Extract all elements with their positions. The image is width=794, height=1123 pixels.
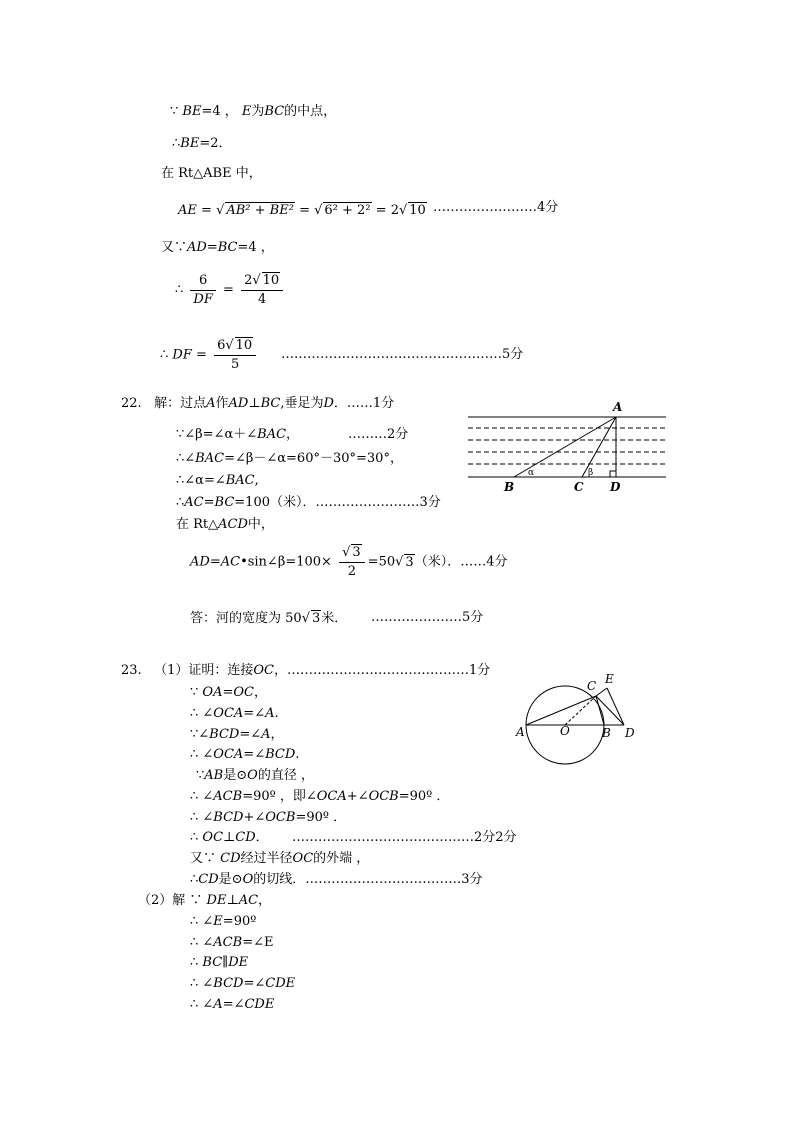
leader-dots: ……………………………………2分 — [292, 830, 496, 845]
text: +∠ — [346, 789, 369, 804]
angle-oca: OCA — [316, 789, 347, 804]
angle-bac: BAC — [195, 451, 225, 466]
text: ∴ ∠ — [190, 789, 214, 804]
segment-de: DE — [228, 955, 249, 970]
text: ，……………………………………1分 — [273, 663, 491, 678]
s23-line-10 — [190, 851, 369, 867]
coefficient: 6 — [217, 338, 226, 353]
since-symbol: ∵ — [190, 685, 199, 700]
angle-bcd: BCD — [213, 976, 244, 991]
segment-ad: AD — [187, 240, 207, 255]
since-symbol: ∵ — [196, 768, 205, 783]
label-a: A — [613, 400, 623, 414]
denominator: 2 — [347, 564, 357, 579]
text: （1）证明：连接 — [154, 663, 254, 678]
s22-line-1 — [121, 396, 394, 412]
text: 作 — [215, 396, 229, 411]
s21-result-df — [160, 337, 259, 373]
denominator: 5 — [230, 357, 240, 372]
segment-ce — [596, 688, 607, 696]
segment-bc: BC — [217, 240, 238, 255]
angle-acb: ACB — [213, 789, 243, 804]
text: 的外端 ， — [313, 851, 370, 866]
label-c: C — [574, 480, 584, 494]
equals: = — [196, 347, 207, 363]
fraction-2root10-over-4: $\frac{2√ 10}{4}$ — [241, 272, 283, 308]
text: =100（米）．……………………3分 — [234, 495, 441, 510]
text: ∴∠ — [176, 451, 196, 466]
parallel: ∥ — [222, 955, 229, 970]
segment-ac: AC — [184, 495, 204, 510]
s22-line-6 — [176, 517, 274, 533]
point-e: E — [241, 104, 252, 119]
perp: ⊥ — [223, 830, 236, 845]
equals: = 2 — [375, 203, 399, 218]
segment-df: DF — [172, 347, 192, 363]
text: =90º ． — [398, 789, 450, 804]
leader-dots: …………………… — [433, 200, 537, 215]
s23-line-9 — [190, 830, 269, 846]
text: 中， — [247, 517, 274, 532]
s22-line-2 — [176, 427, 299, 443]
angle-cde: CDE — [244, 997, 275, 1012]
s23-line-2 — [190, 685, 267, 701]
s23-line-1 — [121, 663, 490, 679]
text: =∠E — [242, 935, 274, 950]
score: 5分 — [502, 347, 524, 362]
label-d: D — [625, 726, 635, 740]
label-c: C — [587, 679, 597, 693]
text: ∴ ∠ — [190, 914, 214, 929]
text: 的切线．………………………………3分 — [253, 872, 483, 887]
right-angle-mark — [610, 471, 616, 477]
s23-line-6 — [196, 768, 314, 784]
text: ,垂足为 — [280, 396, 324, 411]
angle-oca: OCA — [213, 747, 244, 762]
text: ．……1分 — [333, 396, 395, 411]
therefore-symbol: ∴ — [190, 872, 199, 887]
segment-ac: AC — [220, 554, 241, 570]
equals: = — [209, 554, 221, 570]
segment-ac: AC — [238, 893, 259, 908]
problem-number: 22. — [121, 396, 142, 411]
label-b: B — [504, 480, 515, 494]
s23-score-2: ……………………………………2分2分 — [292, 830, 517, 845]
therefore-symbol: ∴ — [160, 347, 169, 363]
equals: = — [203, 495, 215, 510]
radicand: 3 — [352, 545, 361, 560]
s21-score-5 — [281, 347, 523, 363]
radicand: 3 — [311, 611, 321, 626]
equals: = — [299, 203, 310, 218]
text: ∴ ∠ — [190, 706, 214, 721]
text: =4 ， — [201, 104, 238, 119]
text: =50 — [367, 554, 396, 570]
s21-line-5 — [161, 240, 274, 256]
text: 解：过点 — [154, 396, 207, 411]
fraction-root3-over-2: $\frac{√ 3}{2}$ — [339, 544, 365, 580]
text: ， — [270, 727, 284, 742]
text: , — [254, 473, 259, 488]
segment-de: DE — [206, 893, 227, 908]
equals: = — [223, 282, 234, 298]
score: …………………5分 — [371, 610, 484, 625]
segment-oc: OC — [233, 685, 254, 700]
segment-ed — [607, 688, 624, 725]
text: （2）解 ∵ — [138, 893, 203, 908]
radicand: AB² + BE² — [226, 203, 294, 218]
segment-ab: AB — [204, 768, 224, 783]
text: +∠ — [243, 810, 266, 825]
text: ∴∠α=∠ — [176, 473, 226, 488]
s22-line-4 — [176, 473, 259, 489]
text: （米）．……4分 — [414, 554, 508, 570]
therefore-symbol: ∴ — [175, 282, 184, 298]
perp: ⊥ — [248, 396, 261, 411]
label-a: A — [516, 725, 525, 739]
denominator: DF — [193, 291, 213, 307]
radicand: 10 — [409, 203, 426, 218]
text: =∠β－∠α=60°－30°=30°， — [224, 451, 403, 466]
therefore-symbol: ∴ — [190, 955, 199, 970]
therefore-symbol: ∴ — [172, 136, 181, 151]
text: ， — [286, 427, 300, 442]
s21-line-1 — [170, 104, 336, 120]
equals: = — [222, 685, 234, 700]
s23-line-3 — [190, 706, 279, 722]
s23-part2-line-2 — [190, 914, 256, 930]
label-e: E — [605, 672, 614, 686]
s23-part2-line-6 — [190, 997, 274, 1013]
angle-a: A — [265, 706, 275, 721]
s21-score-4 — [433, 200, 558, 216]
radicand: 6² + 2² — [324, 203, 371, 218]
text: =2． — [199, 136, 232, 151]
angle-ocb: OCB — [368, 789, 399, 804]
text: 在 Rt△ — [176, 517, 219, 532]
text: 的直径 ， — [257, 768, 314, 783]
angle-bcd: BCD — [209, 727, 240, 742]
text: =∠ — [239, 727, 262, 742]
text: ， — [253, 685, 267, 700]
text: 为 — [251, 104, 265, 119]
fraction-6root10-over-5: $\frac{6√ 10}{5}$ — [214, 337, 256, 373]
label-d: D — [610, 480, 621, 494]
text: ∵∠ — [190, 727, 210, 742]
angle-bac: BAC — [225, 473, 255, 488]
segment-oa: OA — [202, 685, 223, 700]
angle-ocb: OCB — [265, 810, 296, 825]
angle-cde: CDE — [265, 976, 296, 991]
label-alpha: α — [528, 468, 535, 478]
segment-bc: BC — [214, 495, 235, 510]
text: ∴ ∠ — [190, 997, 214, 1012]
s22-line-5 — [176, 495, 441, 511]
text: . — [295, 747, 300, 762]
point-d: D — [323, 396, 334, 411]
leader-dots: …………………………………………… — [281, 347, 502, 362]
text: ∴ ∠ — [190, 810, 214, 825]
segment-ae: AE — [178, 203, 197, 218]
text: ∴ ∠ — [190, 747, 214, 762]
text: 经过半径 — [240, 851, 293, 866]
radicand: 10 — [262, 273, 280, 288]
segment-cd: CD — [235, 830, 256, 845]
segment-bc: BC — [260, 396, 281, 411]
segment-oc — [565, 696, 596, 725]
text: 在 Rt△ABE 中， — [161, 166, 262, 181]
s22-score-2 — [348, 427, 408, 443]
s21-line-2 — [172, 136, 232, 152]
text: •sin∠β=100× — [240, 554, 332, 570]
segment-ac — [526, 696, 596, 725]
s23-line-11 — [190, 872, 483, 888]
s23-line-8 — [190, 810, 346, 826]
text: 是⊙ — [218, 872, 243, 887]
text: ∴ — [176, 495, 185, 510]
text: =4 ， — [237, 240, 274, 255]
angle-bac: BAC — [257, 427, 287, 442]
text: . — [274, 706, 279, 721]
since-symbol: ∵ — [170, 104, 179, 119]
score: ………2分 — [348, 427, 409, 442]
point-a: A — [206, 396, 216, 411]
text: =∠ — [222, 997, 245, 1012]
angle-oca: OCA — [213, 706, 244, 721]
text: =∠ — [243, 706, 266, 721]
segment-bc: BC — [202, 955, 223, 970]
segment-oc: OC — [253, 663, 274, 678]
s22-score-5 — [371, 610, 483, 626]
text: ∴ ∠ — [190, 935, 214, 950]
text: ． — [255, 830, 269, 845]
text: =∠ — [243, 747, 266, 762]
problem-number: 23. — [121, 663, 142, 678]
segment-bc: BC — [264, 104, 285, 119]
s22-line-3 — [176, 451, 403, 467]
segment-cd: CD — [220, 851, 241, 866]
segment-be: BE — [180, 136, 200, 151]
angle-bcd: BCD — [213, 810, 244, 825]
fraction-6-over-df — [190, 273, 215, 308]
angle-acb: ACB — [213, 935, 243, 950]
s23-part2-line-5 — [190, 976, 295, 992]
text: =∠ — [243, 976, 266, 991]
s23-line-4 — [190, 727, 284, 743]
text: 又∵ — [190, 851, 217, 866]
text: ∵∠β=∠α＋∠ — [176, 427, 258, 442]
denominator: 4 — [257, 292, 267, 307]
segment-ad: AD — [190, 554, 210, 570]
text: 答：河的宽度为 50 — [190, 611, 302, 626]
numerator: 6 — [190, 273, 215, 291]
angle-a: A — [261, 727, 271, 742]
circle-o: O — [242, 872, 254, 887]
s21-line-3 — [161, 166, 262, 182]
segment-ad: AD — [228, 396, 249, 411]
text: =90º ． — [295, 810, 347, 825]
label-b: B — [602, 726, 611, 740]
perp: ⊥ — [226, 893, 239, 908]
equals: = — [206, 240, 218, 255]
text: 是⊙ — [223, 768, 248, 783]
label-beta: β — [588, 468, 594, 478]
coefficient: 2 — [244, 273, 253, 288]
angle-a: A — [213, 997, 223, 1012]
segment-be: BE — [182, 104, 202, 119]
s23-part2-line-3 — [190, 935, 273, 951]
s23-part2-line-1 — [138, 893, 271, 909]
text: =90º — [222, 914, 257, 929]
s21-equation-ae: AE = √ AB² + BE² = √ 6² + 2² = 2√ 10 — [178, 203, 426, 218]
therefore-symbol: ∴ — [190, 830, 199, 845]
s23-line-7 — [190, 789, 449, 805]
text: ， — [258, 893, 272, 908]
text: 的中点， — [284, 104, 337, 119]
s22-answer: 答：河的宽度为 50√ 3米． — [190, 611, 348, 626]
triangle-acd: ACD — [218, 517, 248, 532]
radicand: 10 — [235, 338, 253, 353]
text: 米． — [321, 611, 348, 626]
label-o: O — [560, 724, 570, 738]
equals: = — [201, 203, 212, 218]
angle-e: E — [213, 914, 223, 929]
angle-bcd: BCD — [265, 747, 296, 762]
s23-part2-line-4 — [190, 955, 248, 971]
segment-oc: OC — [292, 851, 314, 866]
circle-figure — [512, 668, 642, 768]
s22-line-7: AD=AC•sin∠β=100× $\frac{√ 3}{2}$ =50√ 3（米）．……4分 — [190, 545, 508, 579]
s23-line-5 — [190, 747, 299, 763]
text: =90º ，即∠ — [242, 789, 317, 804]
river-figure — [464, 398, 670, 494]
radicand: 3 — [405, 554, 414, 570]
score: 4分 — [537, 200, 559, 215]
segment-oc: OC — [202, 830, 224, 845]
circle-o: O — [247, 768, 258, 783]
s21-proportion — [175, 272, 286, 308]
text: 又∵ — [161, 240, 188, 255]
segment-cd: CD — [198, 872, 219, 887]
text: ∴ ∠ — [190, 976, 214, 991]
